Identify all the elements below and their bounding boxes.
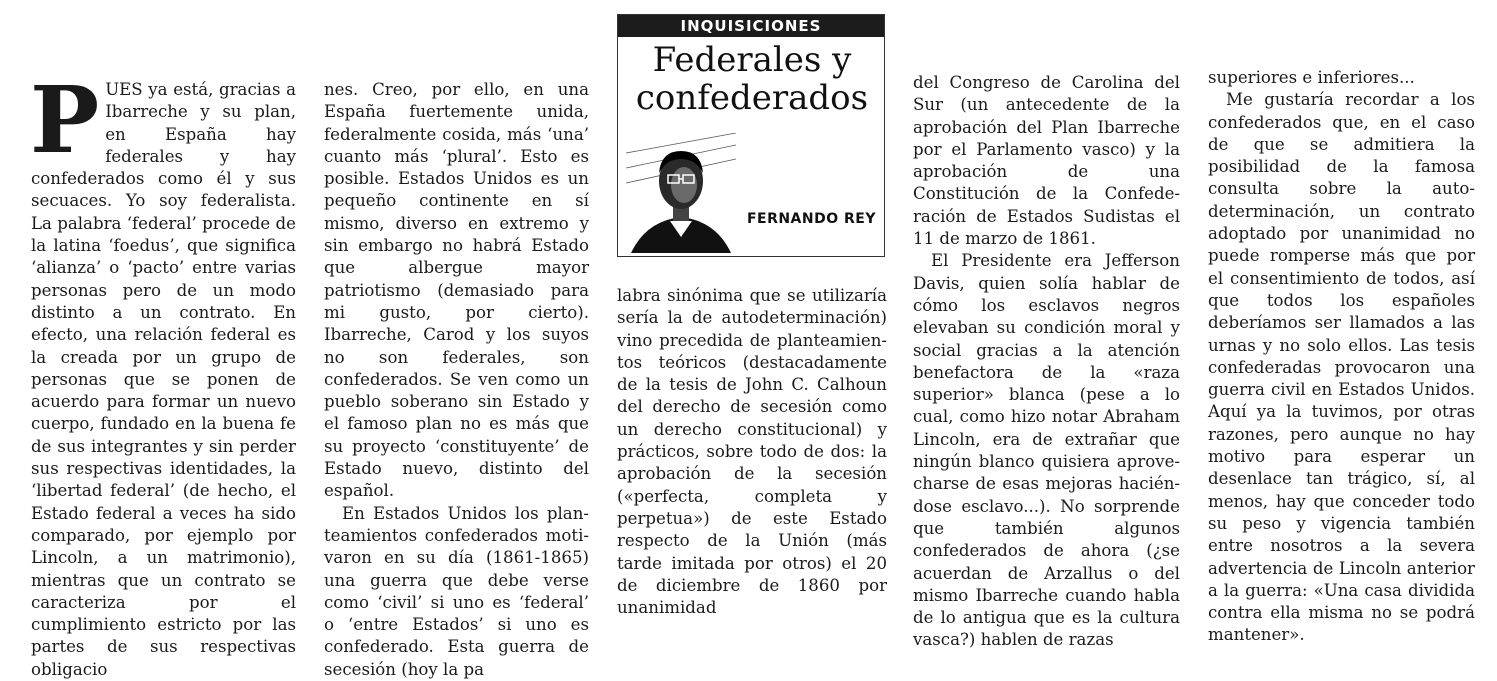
section-label: INQUISICIONES bbox=[618, 15, 884, 37]
author-byline: FERNANDO REY bbox=[746, 211, 876, 227]
article-column-1 bbox=[30, 66, 296, 681]
paragraph: del Congreso de Carolina del Sur (un antecedente de la aprobación del Plan Ibarreche por el Parlamento vasco) y la aprobación de una Constitución de la Confederación de Estados Sudistas el 11 de marzo de 1861. bbox=[913, 73, 1180, 249]
drop-cap: P bbox=[30, 66, 100, 174]
paragraph: En Estados Unidos los planteamientos confederados motivaron en su día (1861-1865) una guerra que debe verse como ‘civil’ si uno es ‘federal’ o ‘entre Estados’ si uno es confederado. Esta guerra de secesión (hoy la pa bbox=[324, 503, 589, 679]
author-portrait-icon bbox=[626, 133, 736, 253]
paragraph: labra sinónima que se utilizaría sería la de autodeterminación) vino precedida de planteamientos teóricos (destacadamente de la tesis de John C. Calhoun del derecho de secesión como un derecho constitucional) y prácticos, sobre todo de dos: la aprobación de la secesión («perfecta, completa y perpetua») de este Estado respecto de la Unión (más tarde imitada por otros) el 20 de diciembre de 1860 por unanimidad bbox=[617, 286, 887, 618]
article-column-5 bbox=[1208, 67, 1475, 647]
article-title: Federales y confederados bbox=[635, 40, 869, 118]
article-column-3 bbox=[617, 285, 887, 619]
article-column-4 bbox=[913, 72, 1180, 652]
article-header bbox=[617, 14, 885, 257]
article-column-2 bbox=[324, 79, 589, 681]
paragraph: UES ya está, gracias a Ibarreche y su plan, en España hay federales y hay confederados como él y sus secuaces. Yo soy federalista. La palabra ‘federal’ procede de la latina ‘foedus’, que significa ‘alianza’ o ‘pacto’ entre varias personas pero de un modo distinto a un contrato. En efecto, una relación federal es la creada por un grupo de personas que se ponen de acuerdo para formar un nuevo cuerpo, fundado en la buena fe de sus integrantes y sin perder sus respectivas identidades, la ‘libertad federal’ (de hecho, el Estado federal a veces ha sido comparado, por ejemplo por Lincoln, a un matrimonio), mientras que un contrato se caracteriza por el cumplimiento estricto por las partes de sus respectivas obligacio bbox=[31, 80, 296, 679]
paragraph: superiores e inferiores... bbox=[1208, 68, 1415, 87]
paragraph: Me gustaría recordar a los confederados que, en el caso de que se admitiera la posibilidad de la famosa consulta sobre la autodeterminación, un contrato adoptado por unanimidad no puede romperse más que por el consentimiento de todos, así que todos los españoles deberíamos ser llamados a las urnas y no solo ellos. Las tesis confederadas provocaron una guerra civil en Estados Unidos. Aquí ya la tuvimos, por otras razones, pero aunque no hay motivo para esperar un desenlace tan trágico, sí, al menos, hay que conceder todo su peso y vigencia también entre nosotros a la severa advertencia de Lincoln anterior a la guerra: «Una casa dividida contra ella misma no se podrá mantener». bbox=[1208, 90, 1475, 645]
paragraph: nes. Creo, por ello, en una España fuertemente unida, federalmente cosida, más ‘una’ cuanto más ‘plural’. Esto es posible. Estados Unidos es un pequeño continente en sí mismo, diverso en extremo y sin embargo no habrá Estado que albergue mayor patriotismo (demasiado para mi gusto, por cierto). Ibarreche, Carod y los suyos no son federales, son confederados. Se ven como un pueblo soberano sin Estado y el famoso plan no es más que su proyecto ‘constituyente’ de Estado nuevo, distinto del español. bbox=[324, 80, 589, 501]
paragraph: El Presidente era Jefferson Davis, quien solía hablar de cómo los esclavos negros elevaban su condición moral y social gracias a la atención benefactora de la «raza superior» blanca (pese a lo cual, como hizo notar Abraham Lincoln, era de extrañar que ningún blanco quisiera aprovecharse de esas mejoras haciéndose esclavo...). No sorprende que también algunos confederados de ahora (¿se acuerdan de Arzallus o del mismo Ibarreche cuando habla de lo antigua que es la cultura vasca?) hablen de razas bbox=[913, 251, 1180, 650]
